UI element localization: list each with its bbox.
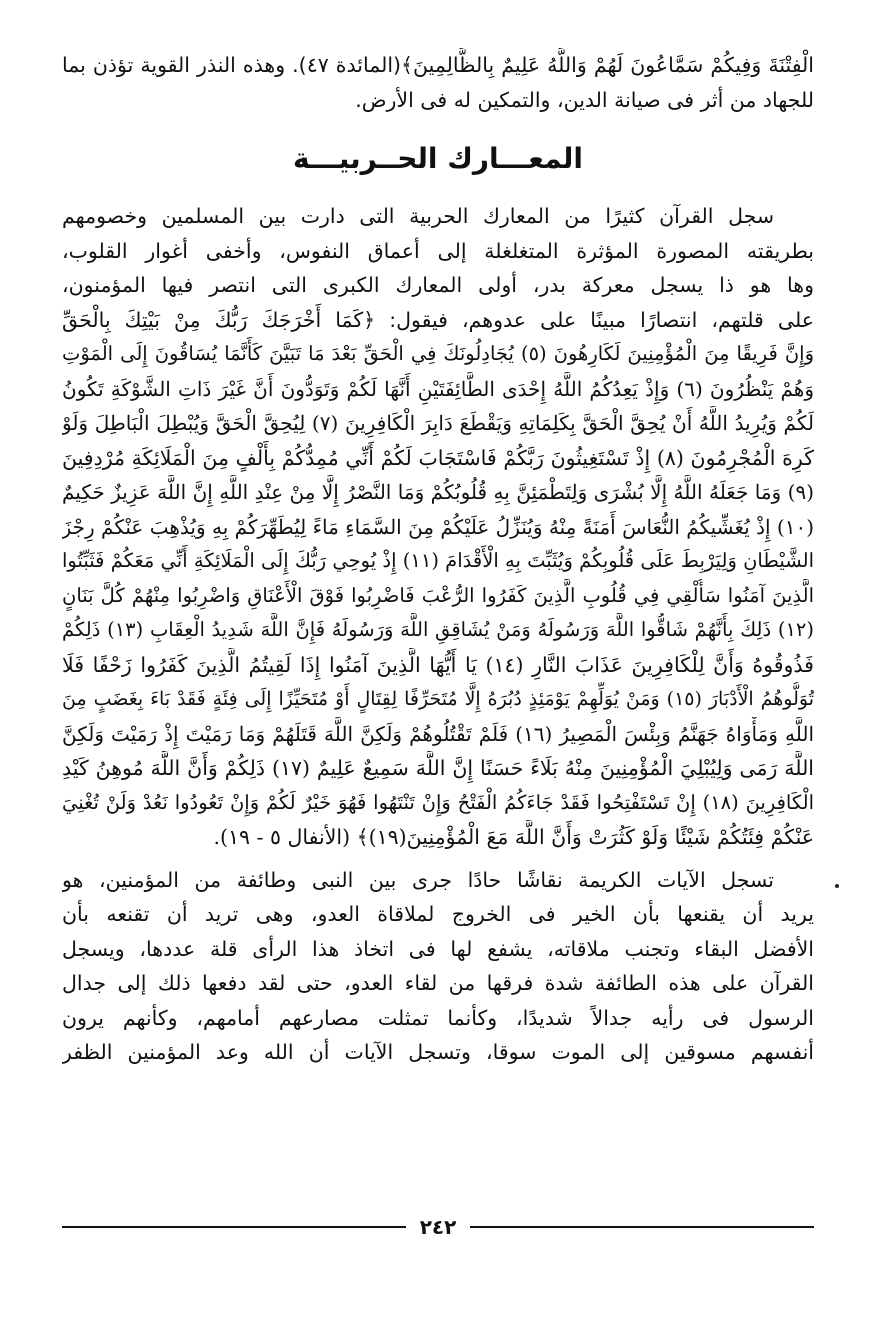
- quran-line: (١٠) إِذْ يُغَشِّيكُمُ النُّعَاسَ أَمَنَةً مِنْهُ وَيُنَزِّلُ عَلَيْكُمْ مِنَ السَّمَاءِ مَاءً لِيُطَهِّرَكُمْ بِهِ وَيُذْهِبَ عَنْكُمْ رِجْزَ: [62, 514, 814, 539]
- section-heading: المعـــارك الحــربيـــة: [293, 142, 583, 175]
- page-number: ٢٤٢: [419, 1215, 457, 1239]
- text-line: القرآن على هذه الطائفة شدة فرقها من لقاء العدو، حتى لقد دفعها ذلك إلى جدال: [62, 971, 814, 995]
- quran-line: تُوَلُّوهُمُ الْأَدْبَارَ (١٥) وَمَنْ يُوَلِّهِمْ يَوْمَئِذٍ دُبُرَهُ إِلَّا مُتَحَرِّفًا لِقِتَالٍ أَوْ مُتَحَيِّزًا إِلَى فِئَةٍ فَقَدْ بَاءَ بِغَضَبٍ مِنَ: [62, 688, 814, 710]
- quran-line: لَكُمْ وَيُرِيدُ اللَّهُ أَنْ يُحِقَّ الْحَقَّ بِكَلِمَاتِهِ وَيَقْطَعَ دَابِرَ الْكَافِرِينَ (٧) لِيُحِقَّ الْحَقَّ وَيُبْطِلَ الْبَاطِلَ وَلَوْ: [62, 411, 814, 435]
- quran-line: اللَّهَ رَمَى وَلِيُبْلِيَ الْمُؤْمِنِينَ مِنْهُ بَلَاءً حَسَنًا إِنَّ اللَّهَ سَمِيعٌ عَلِيمٌ (١٧) ذَلِكُمْ وَأَنَّ اللَّهَ مُوهِنُ كَيْدِ: [62, 756, 814, 780]
- text-line: بطريقته المصورة المؤثرة المتغلغلة إلى أعماق النفوس، وأخفى أغوار القلوب،: [62, 238, 814, 263]
- quran-line: عَنْكُمْ فِئَتُكُمْ شَيْئًا وَلَوْ كَثُرَتْ وَأَنَّ اللَّهَ مَعَ الْمُؤْمِنِينَ(١٩)﴾ (الأنفال ٥ - ١٩).: [213, 825, 814, 849]
- page-footer: [62, 1212, 814, 1242]
- paragraph-2: [62, 863, 814, 1070]
- text-line: يريد أن يقنعها بأن الخير فى الخروج لملاقاة العدو، وهى تريد أن تقنعه بأن: [62, 902, 814, 926]
- text-line: سجل القرآن كثيرًا من المعارك الحربية التى دارت بين المسلمين وخصومهم: [62, 204, 774, 228]
- text-line: الرسول فى رأيه جدالاً شديدًا، وكأنما تمثلت مصارعهم أمامهم، وكأنهم يرون: [62, 1005, 814, 1030]
- quran-line: اللَّهِ وَمَأْوَاهُ جَهَنَّمُ وَبِئْسَ الْمَصِيرُ (١٦) فَلَمْ تَقْتُلُوهُمْ وَلَكِنَّ اللَّهَ قَتَلَهُمْ وَمَا رَمَيْتَ إِذْ رَمَيْتَ وَلَكِنَّ: [62, 721, 814, 746]
- footer-rule-right: [470, 1226, 814, 1228]
- text-line: الأفضل البقاء وتجنب ملاقاته، يشفع لها فى اتخاذ هذا الرأى قلة عددها، ويسجل: [62, 936, 814, 961]
- quran-line: الْكَافِرِينَ (١٨) إِنْ تَسْتَفْتِحُوا فَقَدْ جَاءَكُمُ الْفَتْحُ وَإِنْ تَنْتَهُوا فَهُوَ خَيْرٌ لَكُمْ وَإِنْ تَعُودُوا نَعُدْ وَلَنْ تُغْنِيَ: [62, 790, 814, 814]
- text-line: على قلتهم، انتصارًا مبينًا على عدوهم، فيقول: ﴿كَمَا أَخْرَجَكَ رَبُّكَ مِنْ بَيْتِكَ بِالْحَقِّ: [62, 307, 814, 332]
- quran-line: (١٢) ذَلِكَ بِأَنَّهُمْ شَاقُّوا اللَّهَ وَرَسُولَهُ وَمَنْ يُشَاقِقِ اللَّهَ وَرَسُولَهُ فَإِنَّ اللَّهَ شَدِيدُ الْعِقَابِ (١٣) ذَلِكُمْ: [62, 618, 814, 641]
- intro-line: الْفِتْنَةَ وَفِيكُمْ سَمَّاعُونَ لَهُمْ وَاللَّهُ عَلِيمٌ بِالظَّالِمِينَ﴾(المائدة ٤٧). وهذه النذر القوية تؤذن بما: [62, 53, 814, 77]
- quran-line: كَرِهَ الْمُجْرِمُونَ (٨) إِذْ تَسْتَغِيثُونَ رَبَّكُمْ فَاسْتَجَابَ لَكُمْ أَنِّي مُمِدُّكُمْ بِأَلْفٍ مِنَ الْمَلَائِكَةِ مُرْدِفِينَ: [62, 445, 814, 470]
- quran-line: فَذُوقُوهُ وَأَنَّ لِلْكَافِرِينَ عَذَابَ النَّارِ (١٤) يَا أَيُّهَا الَّذِينَ آمَنُوا إِذَا لَقِيتُمُ الَّذِينَ كَفَرُوا زَحْفًا فَلَا: [62, 652, 814, 677]
- text-line: وها هو ذا يسجل معركة بدر، أولى المعارك الكبرى التى انتصر فيها المؤمنون،: [62, 273, 814, 297]
- text-line: أنفسهم مسوقين إلى الموت سوقا، وتسجل الآيات أن الله وعد المؤمنين الظفر: [62, 1040, 814, 1064]
- intro-line: للجهاد من أثر فى صيانة الدين، والتمكين له فى الأرض.: [355, 87, 814, 112]
- text-line: تسجل الآيات الكريمة نقاشًا حادًا جرى بين النبى وطائفة من المؤمنين، هو: [62, 867, 774, 892]
- quran-line: الَّذِينَ آمَنُوا سَأُلْقِي فِي قُلُوبِ الَّذِينَ كَفَرُوا الرُّعْبَ فَاضْرِبُوا فَوْقَ الْأَعْنَاقِ وَاضْرِبُوا مِنْهُمْ كُلَّ بَنَانٍ: [62, 583, 814, 607]
- footer-rule-left: [62, 1226, 406, 1228]
- quran-quotation: [62, 337, 814, 855]
- paragraph-gap: [62, 855, 814, 863]
- quran-line: وَهُمْ يَنْظُرُونَ (٦) وَإِذْ يَعِدُكُمُ اللَّهُ إِحْدَى الطَّائِفَتَيْنِ أَنَّهَا لَكُمْ وَتَوَدُّونَ أَنَّ غَيْرَ ذَاتِ الشَّوْكَةِ تَكُونُ: [62, 376, 814, 401]
- scan-speck: [835, 884, 839, 888]
- quran-line: الشَّيْطَانِ وَلِيَرْبِطَ عَلَى قُلُوبِكُمْ وَيُثَبِّتَ بِهِ الْأَقْدَامَ (١١) إِذْ يُوحِي رَبُّكَ إِلَى الْمَلَائِكَةِ أَنِّي مَعَكُمْ فَثَبِّتُوا: [62, 549, 814, 572]
- intro-paragraph: [62, 48, 814, 117]
- page-body: [62, 48, 814, 1070]
- quran-line: (٩) وَمَا جَعَلَهُ اللَّهُ إِلَّا بُشْرَى وَلِتَطْمَئِنَّ بِهِ قُلُوبُكُمْ وَمَا النَّصْرُ إِلَّا مِنْ عِنْدِ اللَّهِ إِنَّ اللَّهَ عَزِيزٌ حَكِيمٌ: [62, 480, 814, 504]
- quran-line: وَإِنَّ فَرِيقًا مِنَ الْمُؤْمِنِينَ لَكَارِهُونَ (٥) يُجَادِلُونَكَ فِي الْحَقِّ بَعْدَ مَا تَبَيَّنَ كَأَنَّمَا يُسَاقُونَ إِلَى الْمَوْتِ: [62, 342, 814, 365]
- paragraph-1: [62, 199, 814, 337]
